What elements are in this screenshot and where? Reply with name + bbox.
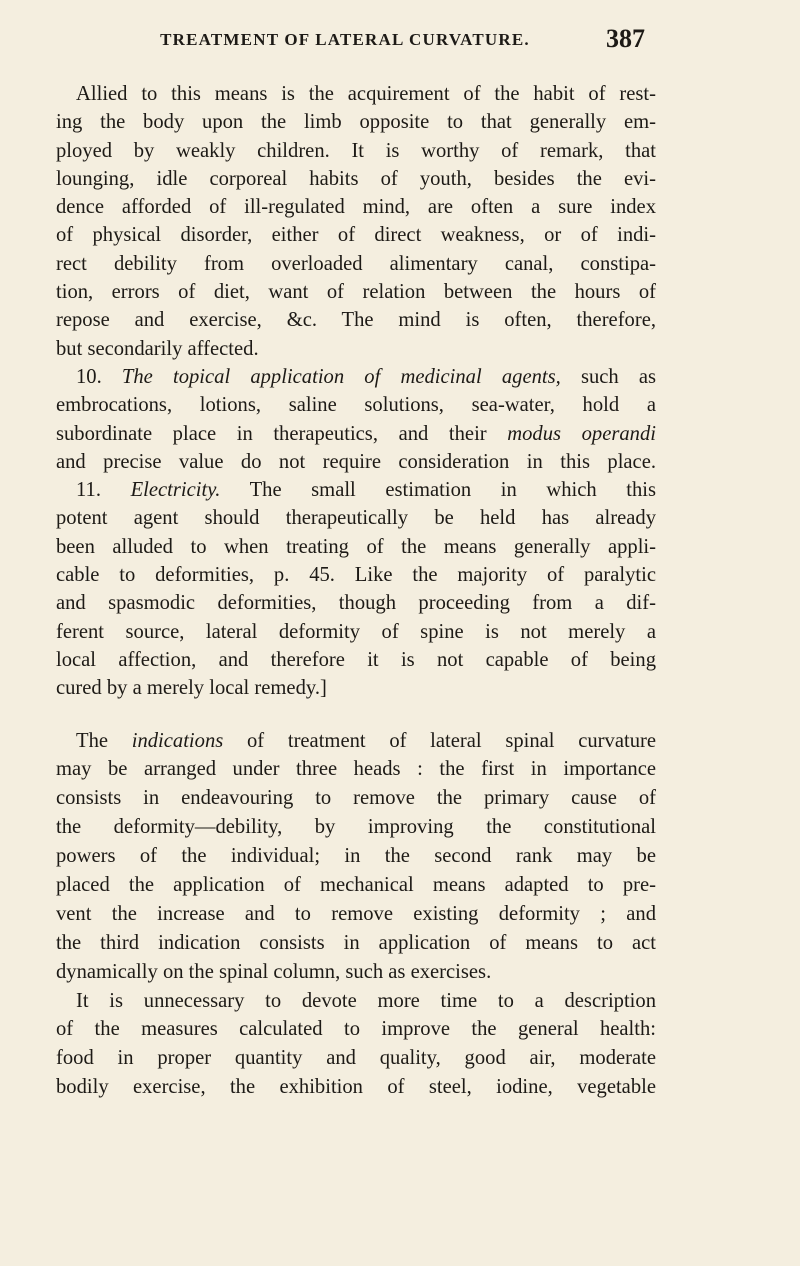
emphasis: modus operandi [507, 422, 656, 445]
paragraph-indications [56, 727, 656, 987]
lower-section [56, 727, 656, 1103]
paragraph-topical-agents [56, 363, 656, 476]
text-line: and spasmodic deformities, though proceeding from a dif- [56, 592, 656, 615]
text-line: Allied to this means is the acquirement of the habit of rest- [76, 83, 656, 105]
running-title: TREATMENT OF LATERAL CURVATURE. [160, 30, 530, 49]
paragraph-general-health [56, 987, 656, 1103]
section-heading: Electricity. [130, 479, 221, 502]
text-line: vent the increase and to remove existing deformity ; and [56, 902, 656, 925]
text-line: local affection, and therefore it is not capable of being [56, 648, 656, 671]
text-line: potent agent should therapeutically be held has already [56, 507, 656, 530]
text-line: embrocations, lotions, saline solutions, sea-water, hold a [56, 394, 656, 417]
text-line: powers of the individual; in the second rank may be [56, 845, 656, 868]
text-line: ing the body upon the limb opposite to that generally em- [56, 111, 656, 134]
text-line: consists in endeavouring to remove the primary cause of [56, 787, 656, 810]
text-line: tion, errors of diet, want of relation between the hours of [56, 281, 656, 304]
paragraph-electricity [56, 476, 656, 702]
text-line: dynamically on the spinal column, such as exercises. [56, 960, 492, 983]
text-line: of the measures calculated to improve the general health: [56, 1018, 656, 1041]
text-line [56, 363, 656, 391]
text-line: food in proper quantity and quality, good air, moderate [56, 1047, 656, 1070]
text-line: been alluded to when treating of the means generally appli- [56, 535, 656, 558]
paragraph-gap [56, 703, 656, 727]
text-line: cured by a merely local remedy.] [56, 677, 327, 700]
text-line: repose and exercise, &c. The mind is often, therefore, [56, 309, 656, 332]
text-run: The [76, 729, 132, 752]
text-line: It is unnecessary to devote more time to a description [76, 989, 656, 1012]
paragraph-resting-habit [56, 80, 656, 363]
section-number: 10. [76, 365, 102, 388]
text-line [56, 420, 656, 448]
text-line: ferent source, lateral deformity of spine is not merely a [56, 620, 656, 643]
text-line [56, 727, 656, 756]
text-run: subordinate place in therapeutics, and their [56, 422, 508, 445]
text-line: the third indication consists in application of means to act [56, 931, 656, 954]
text-run: of treatment of lateral spinal curvature [223, 729, 656, 752]
text-line: placed the application of mechanical means adapted to pre- [56, 873, 656, 896]
section-heading: The topical application of medicinal agents, [121, 365, 561, 388]
section-number: 11. [76, 479, 101, 502]
text-run: The small estimation in which this [220, 479, 657, 502]
text-line: ployed by weakly children. It is worthy of remark, that [56, 139, 656, 162]
text-line: may be arranged under three heads : the first in importance [56, 758, 656, 781]
text-line [56, 476, 656, 504]
emphasis: indications [131, 729, 224, 752]
text-line: dence afforded of ill-regulated mind, are often a sure index [56, 196, 656, 219]
text-line: lounging, idle corporeal habits of youth, besides the evi- [56, 167, 656, 190]
text-run: such as [560, 365, 657, 388]
text-line: bodily exercise, the exhibition of steel, iodine, vegetable [56, 1076, 656, 1099]
text-line: the deformity—debility, by improving the constitutional [56, 816, 656, 839]
page-number: 387 [606, 24, 645, 53]
text-line: cable to deformities, p. 45. Like the majority of paralytic [56, 564, 656, 587]
text-line: but secondarily affected. [56, 337, 259, 360]
body-text [56, 80, 656, 1102]
text-line: rect debility from overloaded alimentary canal, constipa- [56, 252, 656, 275]
text-line: and precise value do not require consideration in this place. [56, 450, 656, 473]
text-line: of physical disorder, either of direct weakness, or of indi- [56, 224, 656, 247]
